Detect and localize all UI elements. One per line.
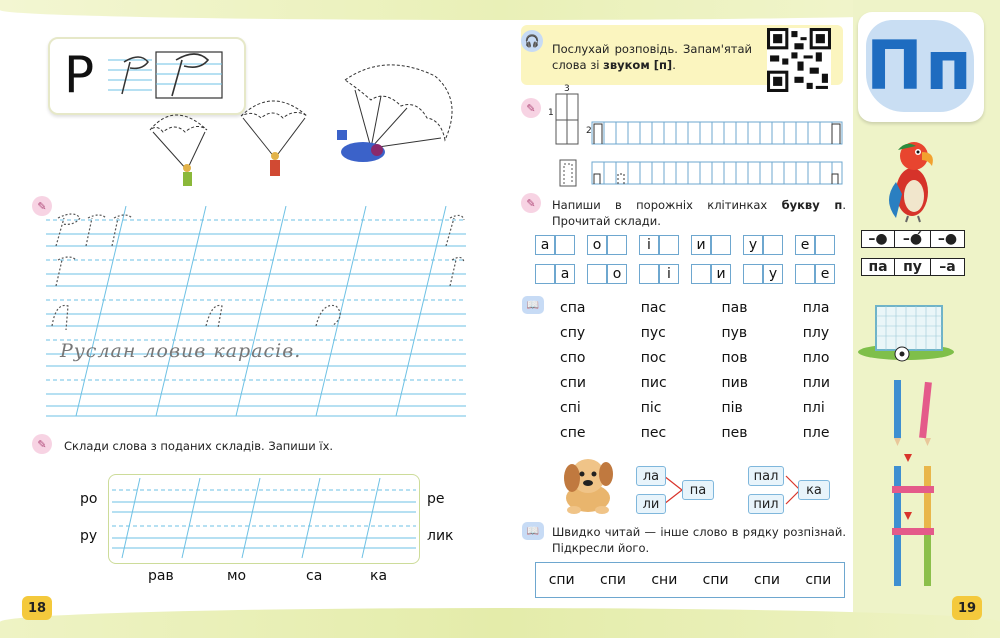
reading-word: пів — [721, 400, 743, 416]
pencil-task-icon: ✎ — [32, 196, 52, 216]
parrot-illustration — [872, 134, 946, 224]
book-reading-icon: 📖 — [522, 296, 544, 314]
top-decor-band — [0, 0, 1000, 20]
copybook-sentence: Руслан ловив карасів. — [60, 340, 302, 362]
syllable-bottom-3: са — [306, 568, 323, 584]
vowel-cell: і — [659, 264, 679, 284]
syllable-right-1: ре — [427, 491, 445, 507]
cell-measure-right: 2 — [586, 126, 592, 136]
reading-word: пув — [721, 325, 748, 341]
letter-title-bg — [866, 20, 974, 112]
join-target: па — [682, 480, 714, 500]
join-syllable: ли — [636, 494, 666, 514]
syllable-right-2: лик — [427, 528, 454, 544]
pencil-task-icon: ✎ — [32, 434, 52, 454]
pencil-task-icon: ✎ — [521, 98, 541, 118]
vowel-row-2 — [535, 264, 835, 284]
cell-measure-left: 1 — [548, 108, 554, 118]
speed-word[interactable]: спи — [805, 572, 832, 588]
reading-word: пав — [721, 300, 748, 316]
word-schema-row — [861, 258, 965, 276]
page-number-left: 18 — [22, 596, 52, 620]
schema-syllable-stressed: пу — [895, 258, 931, 276]
reading-word: пло — [802, 350, 830, 366]
print-letter-r: Р — [64, 46, 95, 104]
vowel-cell: и — [691, 235, 711, 255]
blank-cell[interactable] — [711, 235, 731, 255]
syllables-instruction: Склади слова з поданих складів. Запиши їх. — [64, 439, 334, 453]
vowel-cell: о — [607, 264, 627, 284]
blank-cell[interactable] — [743, 264, 763, 284]
book-reading-icon: 📖 — [522, 522, 544, 540]
letter-title: Пп — [866, 26, 974, 106]
syllable-bottom-1: рав — [148, 568, 174, 584]
blank-cell[interactable] — [795, 264, 815, 284]
schema-cell-stressed: –●́ — [895, 230, 931, 248]
blank-cell[interactable] — [535, 264, 555, 284]
speed-word[interactable]: спи — [548, 572, 575, 588]
schema-syllable: па — [861, 258, 895, 276]
page-number-right: 19 — [952, 596, 982, 620]
listen-text-post: . — [672, 58, 676, 72]
reading-column-2 — [641, 300, 667, 441]
listen-text-bold: звуком [п] — [603, 58, 673, 72]
syllable-left-1: ро — [80, 491, 98, 507]
copybook-lines — [46, 206, 466, 424]
reading-word: пев — [721, 425, 748, 441]
reading-word: пов — [721, 350, 748, 366]
speed-words-box — [535, 562, 845, 598]
blank-cell[interactable] — [691, 264, 711, 284]
vowel-cell: а — [535, 235, 555, 255]
syllable-left-2: ру — [80, 528, 98, 544]
listen-text-pre: Послухай розповідь. Запам'ятай слова зі — [552, 42, 752, 72]
schema-cell: –● — [861, 230, 895, 248]
join-syllable: пал — [748, 466, 784, 486]
vowel-cell: у — [743, 235, 763, 255]
reading-word: пас — [640, 300, 667, 316]
parachutists-illustration — [145, 60, 475, 195]
reading-word: спи — [560, 375, 586, 391]
letter-cells-grid — [546, 86, 846, 188]
reading-column-1 — [560, 300, 586, 441]
blank-cell[interactable] — [587, 264, 607, 284]
vowel-cell: е — [795, 235, 815, 255]
reading-column-4 — [803, 300, 830, 441]
syllable-bottom-4: ка — [370, 568, 388, 584]
syllable-bottom-2: мо — [227, 568, 247, 584]
reading-word: пив — [721, 375, 748, 391]
reading-column-3 — [721, 300, 748, 441]
reading-word: спе — [560, 425, 586, 441]
reading-word: плу — [802, 325, 830, 341]
vowel-text-bold: букву п — [781, 198, 843, 212]
blank-cell[interactable] — [639, 264, 659, 284]
speed-word[interactable]: спи — [754, 572, 780, 588]
vowel-cell: і — [639, 235, 659, 255]
blank-cell[interactable] — [815, 235, 835, 255]
reading-word: пла — [802, 300, 830, 316]
speed-word[interactable]: сни — [651, 572, 678, 588]
reading-word: пле — [802, 425, 830, 441]
reading-word: плі — [802, 400, 825, 416]
cell-measure-top: 3 — [564, 84, 570, 94]
reading-word: пли — [802, 375, 830, 391]
reading-word: пус — [640, 325, 666, 341]
speed-word[interactable]: спи — [702, 572, 729, 588]
reading-word: спа — [560, 300, 586, 316]
speed-word[interactable]: спи — [600, 572, 626, 588]
join-target: ка — [798, 480, 830, 500]
reading-word: пос — [640, 350, 667, 366]
blank-cell[interactable] — [659, 235, 679, 255]
vowel-cell: у — [763, 264, 783, 284]
pencil-task-icon: ✎ — [521, 193, 541, 213]
reading-word: спі — [560, 400, 581, 416]
schema-cell: –● — [931, 230, 965, 248]
reading-word: пес — [640, 425, 667, 441]
vowel-task-text — [552, 197, 846, 229]
schema-letter: а — [946, 259, 956, 275]
syllable-box-lines — [112, 478, 416, 560]
qr-code-icon[interactable] — [767, 28, 831, 92]
football-goal-illustration — [856, 288, 956, 362]
vowel-cell: о — [587, 235, 607, 255]
pencil-letter-p-construction — [884, 374, 944, 590]
blank-cell[interactable] — [763, 235, 783, 255]
vowel-cell: е — [815, 264, 835, 284]
speed-task-text: Швидко читай — інше слово в рядку розпізнай. Підкресли його. — [552, 525, 846, 555]
sound-schema-row — [861, 230, 965, 248]
reading-columns — [560, 300, 830, 441]
puppy-illustration — [550, 452, 625, 517]
vowel-cell: а — [555, 264, 575, 284]
vowel-row-1 — [535, 235, 835, 255]
reading-word: піс — [640, 400, 662, 416]
listen-task-text — [552, 41, 752, 73]
schema-syllable-last: – а — [931, 258, 965, 276]
vowel-text-post: . Прочитай склади. — [552, 198, 846, 228]
bottom-decor-band — [0, 608, 1000, 638]
reading-word: спу — [560, 325, 586, 341]
vowel-text-pre: Напиши в порожніх клітинках — [552, 198, 768, 212]
headphones-icon[interactable]: 🎧 — [521, 30, 543, 52]
vowel-cell: и — [711, 264, 731, 284]
blank-cell[interactable] — [555, 235, 575, 255]
join-syllable: пил — [748, 494, 784, 514]
reading-word: пис — [640, 375, 667, 391]
reading-word: спо — [560, 350, 586, 366]
blank-cell[interactable] — [607, 235, 627, 255]
join-syllable: ла — [636, 466, 666, 486]
